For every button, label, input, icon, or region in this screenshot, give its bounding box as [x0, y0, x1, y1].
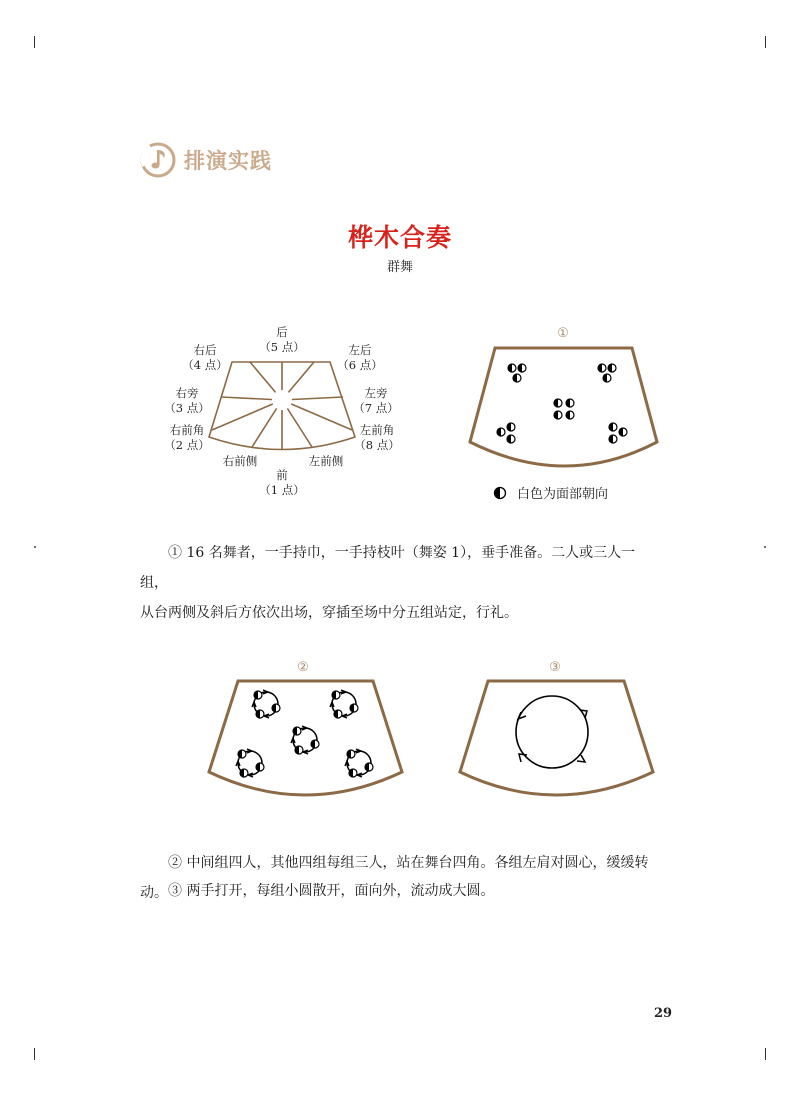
position-front-point: （1 点）	[259, 483, 305, 497]
page-title: 桦木合奏	[347, 223, 452, 252]
position-right-front-corner	[157, 423, 217, 453]
position-right-side-point: （3 点）	[164, 401, 210, 415]
position-back-name: 后	[276, 325, 288, 339]
crop-mark-top-left	[34, 36, 35, 48]
page-number: 29	[654, 1006, 673, 1021]
figure-2-label: ②	[297, 660, 309, 675]
legend	[493, 483, 608, 502]
position-back	[252, 325, 312, 355]
section-header	[140, 140, 272, 180]
position-back-point: （5 点）	[259, 340, 305, 354]
position-right-side	[157, 386, 217, 416]
registration-dot-right	[764, 546, 766, 548]
position-left-back-name: 左后	[348, 343, 372, 357]
crop-mark-bottom-left	[34, 1048, 35, 1060]
position-right-front-corner-point: （2 点）	[164, 438, 210, 452]
figure-1-label: ①	[557, 326, 569, 341]
paragraph-1-line-2: 从台两侧及斜后方依次出场，穿插至场中分五组站定，行礼。	[140, 605, 518, 621]
music-note-icon	[140, 142, 176, 178]
position-right-back	[175, 343, 235, 373]
position-left-front-side	[296, 454, 356, 469]
position-left-side-name: 左旁	[364, 386, 388, 400]
position-right-back-point: （4 点）	[182, 358, 228, 372]
paragraph-3: ③ 两手打开，每组小圆散开，面向外，流动成大圆。	[168, 883, 495, 899]
position-left-front-side-name: 左前侧	[308, 454, 344, 468]
paragraph-2: ② 中间组四人，其他四组每组三人，站在舞台四角。各组左肩对圆心，缓缓转动。	[140, 855, 649, 901]
position-left-front-corner	[347, 423, 407, 453]
registration-dot-left	[34, 546, 36, 548]
section-header-label: 排演实践	[184, 149, 272, 173]
position-left-back-point: （6 点）	[337, 358, 383, 372]
position-right-front-side-name: 右前侧	[222, 454, 258, 468]
legend-text: 白色为面部朝向	[517, 487, 609, 502]
position-front-name: 前	[276, 468, 288, 482]
position-right-front-corner-name: 右前角	[169, 423, 205, 437]
paragraph-1-line-1: ① 16 名舞者，一手持巾，一手持枝叶（舞姿 1），垂手准备。二人或三人一组，	[140, 545, 636, 591]
position-left-back	[330, 343, 390, 373]
page-subtitle: 群舞	[386, 260, 413, 275]
position-front	[252, 468, 312, 498]
crop-mark-top-right	[765, 36, 766, 48]
position-left-front-corner-name: 左前角	[359, 423, 395, 437]
position-left-side	[346, 386, 406, 416]
paragraph-1	[140, 538, 660, 628]
position-left-front-corner-point: （8 点）	[354, 438, 400, 452]
position-right-front-side	[210, 454, 270, 469]
position-right-side-name: 右旁	[175, 386, 199, 400]
figure-3-label: ③	[549, 660, 561, 675]
position-right-back-name: 右后	[193, 343, 217, 357]
position-left-side-point: （7 点）	[353, 401, 399, 415]
half-filled-circle-icon	[493, 486, 507, 500]
crop-mark-bottom-right	[765, 1048, 766, 1060]
